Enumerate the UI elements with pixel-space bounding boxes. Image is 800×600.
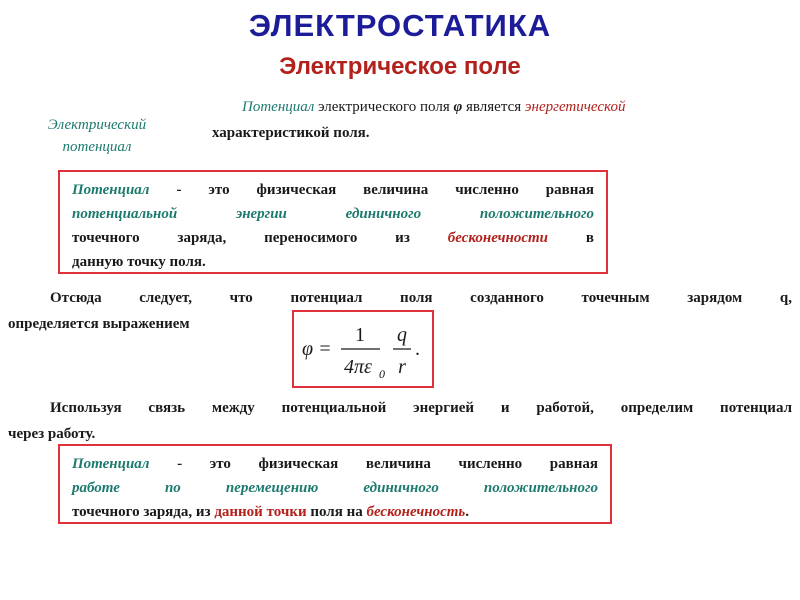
- paragraph2-line2: через работу.: [8, 426, 96, 442]
- definition2-line1: [72, 452, 598, 476]
- definition1-highlight: бесконечности: [447, 230, 549, 246]
- intro-statement: [212, 94, 797, 146]
- paragraph1-line1: Отсюда следует, что потенциал поля созданного точечным зарядом q,: [50, 290, 792, 306]
- page-title: ЭЛЕКТРОСТАТИКА: [248, 8, 552, 43]
- definition1-term: Потенциал: [72, 182, 150, 198]
- paragraph2-line1: Используя связь между потенциальной энергией и работой, определим потенциал: [50, 400, 792, 416]
- definition1-text-3c: в: [548, 230, 594, 246]
- side-label-line2: потенциал: [62, 139, 132, 155]
- definition2-text-3a: точечного заряда, из: [72, 504, 215, 520]
- definition2-line2: работе по перемещению единичного положительного: [72, 480, 598, 496]
- paragraph1-line2: определяется выражением: [8, 316, 190, 332]
- formula-subscript: 0: [379, 367, 385, 381]
- intro-line2: характеристикой поля.: [212, 125, 370, 141]
- intro-line1: [212, 94, 797, 120]
- definition1-line4: данную точку поля.: [72, 254, 206, 270]
- definition2-text-3e: .: [465, 504, 470, 520]
- side-label-line1: Электрический: [47, 117, 147, 133]
- definition2-highlight-1: данной точки: [214, 504, 307, 520]
- definition2-term: Потенциал: [72, 456, 150, 472]
- potential-formula: [294, 312, 432, 386]
- intro-highlight: энергетической: [524, 99, 626, 115]
- definition1-line1: [72, 178, 594, 202]
- definition1-text-3a: точечного заряда, переносимого из: [72, 230, 448, 246]
- definition2-highlight-2: бесконечность: [366, 504, 466, 520]
- page-subtitle: Электрическое поле: [279, 53, 521, 80]
- definition1-line2: потенциальной энергии единичного положительного: [72, 206, 594, 222]
- intro-text: электрического поля: [314, 99, 454, 115]
- formula-numerator-2: q: [397, 324, 407, 346]
- paragraph-2: [8, 395, 792, 447]
- definition2-line3: [72, 500, 598, 524]
- definition2-text-3c: поля на: [306, 504, 367, 520]
- phi-symbol: φ: [453, 99, 463, 115]
- definition-box-2: [58, 444, 612, 524]
- definition-box-1: [58, 170, 608, 274]
- intro-term: Потенциал: [242, 99, 315, 115]
- intro-text-2: является: [462, 99, 525, 115]
- definition1-text: - это физическая величина численно равная: [149, 182, 594, 198]
- formula-numerator-1: 1: [355, 324, 365, 346]
- formula-denominator-2: r: [398, 356, 406, 378]
- formula-period: .: [415, 338, 420, 360]
- formula-box: [292, 310, 434, 388]
- definition1-line3: [72, 226, 594, 250]
- formula-denominator-1: 4πε: [344, 356, 372, 378]
- formula-lhs: φ =: [302, 338, 332, 360]
- definition2-text: - это физическая величина численно равная: [149, 456, 598, 472]
- side-label: [22, 114, 172, 158]
